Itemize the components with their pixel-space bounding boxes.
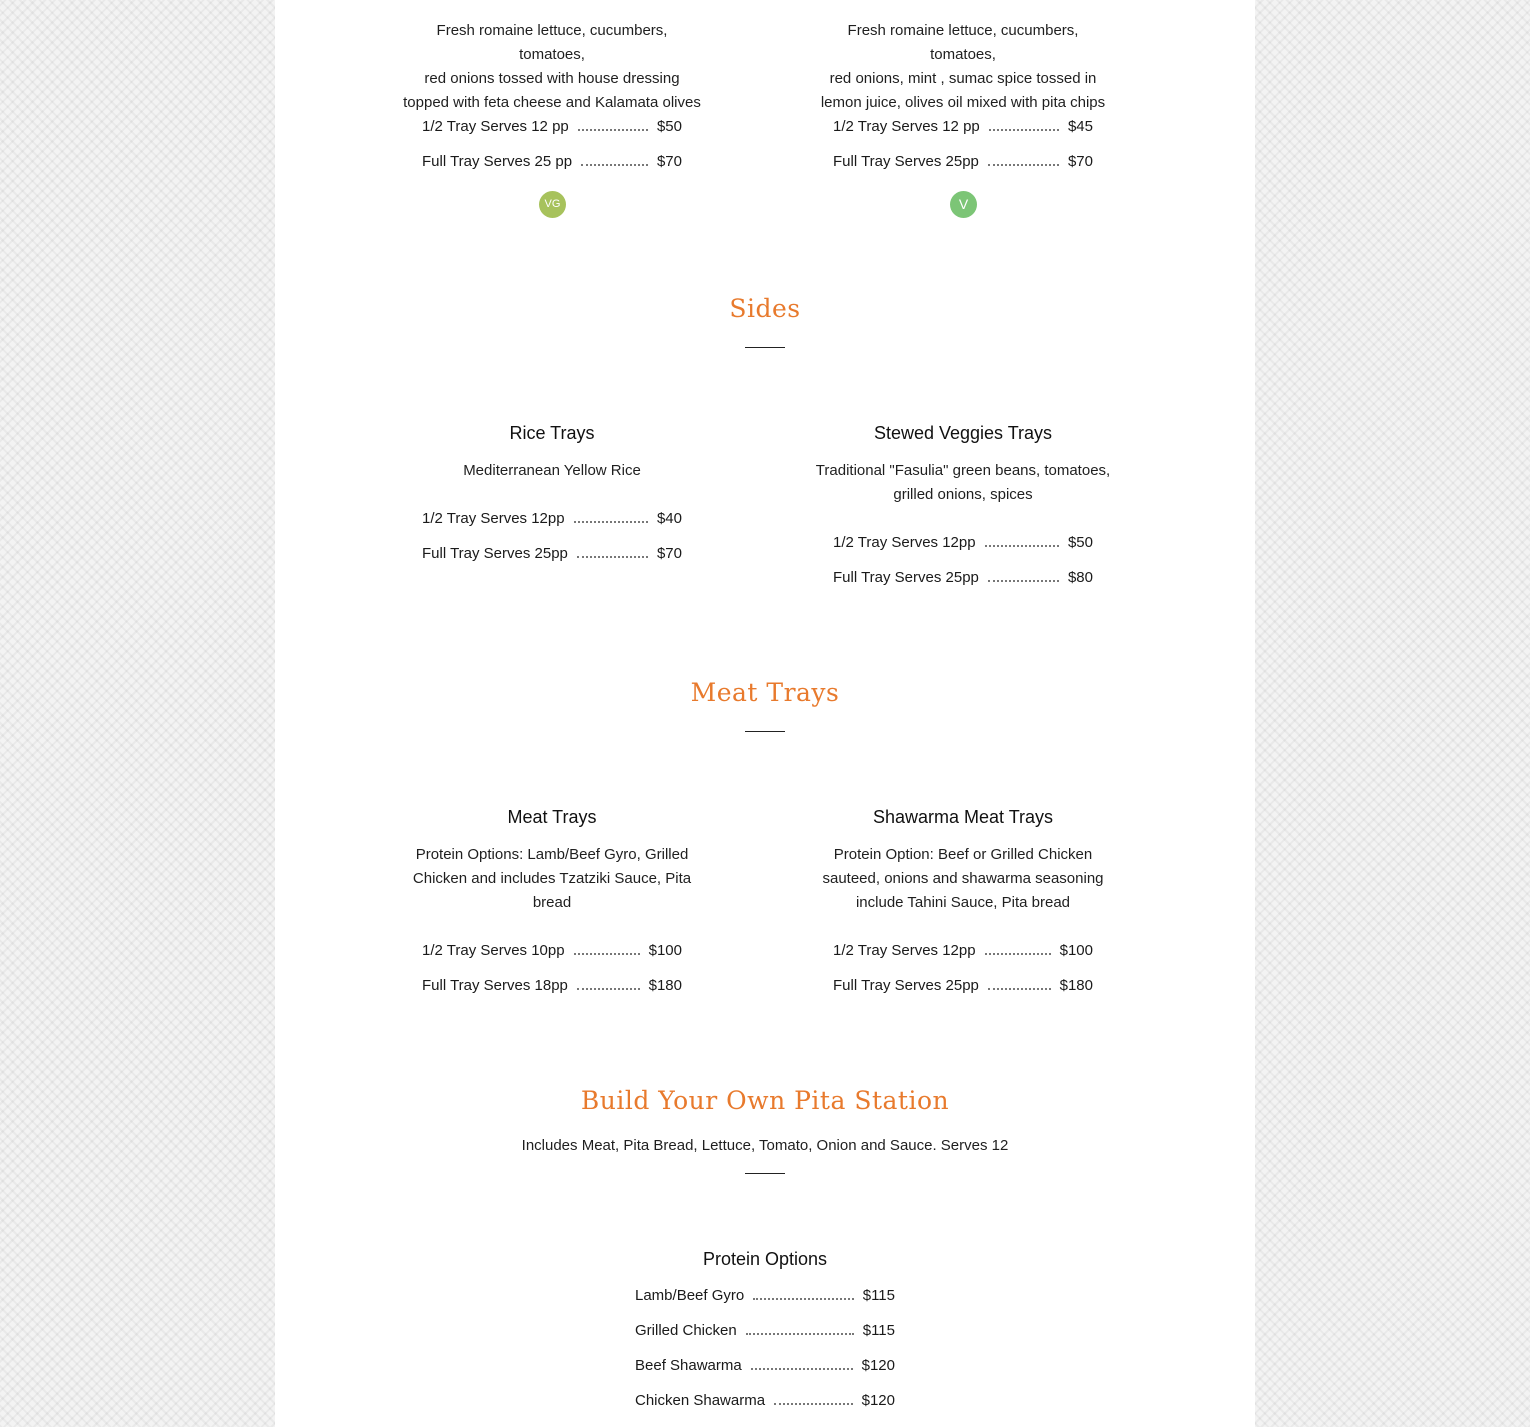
veggies-price-row <box>833 533 1093 553</box>
tray-price: $40 <box>656 510 682 527</box>
rice-price-row <box>422 544 682 564</box>
protein-price-row <box>635 1286 895 1306</box>
dot-leader <box>985 941 1051 955</box>
meat-price-row <box>422 941 682 961</box>
rice-price-row <box>422 509 682 529</box>
protein-price-row <box>635 1356 895 1376</box>
salad-right-price-row <box>833 152 1093 172</box>
salad-right-description: Fresh romaine lettuce, cucumbers, tomatoes, red onions, mint , sumac spice tossed in lemon juice, olives oil mixed with pita chips <box>820 22 1106 111</box>
tray-size-label: 1/2 Tray Serves 10pp <box>422 942 565 959</box>
tray-price: $70 <box>656 545 682 562</box>
tray-price: $180 <box>648 977 682 994</box>
tray-price: $100 <box>648 942 682 959</box>
dot-leader <box>577 976 640 990</box>
salad-right-price-row <box>833 117 1093 137</box>
item-title-rice-trays: Rice Trays <box>509 423 595 443</box>
tray-price: $100 <box>1059 942 1093 959</box>
protein-label: Chicken Shawarma <box>635 1392 766 1409</box>
meat-price-row <box>422 976 682 996</box>
item-description: Protein Option: Beef or Grilled Chicken sauteed, onions and shawarma seasoning include Tahini Sauce, Pita bread <box>822 846 1104 911</box>
section-divider <box>745 731 785 732</box>
dot-leader <box>988 568 1059 582</box>
tray-size-label: 1/2 Tray Serves 12 pp <box>422 118 569 135</box>
item-title-meat-trays: Meat Trays <box>507 807 597 827</box>
item-title-shawarma-meat-trays: Shawarma Meat Trays <box>872 807 1054 827</box>
dot-leader <box>578 117 648 131</box>
item-description: Mediterranean Yellow Rice <box>463 462 641 479</box>
section-title-meat-trays: Meat Trays <box>690 678 840 707</box>
shawarma-price-row <box>833 976 1093 996</box>
dot-leader <box>746 1321 854 1335</box>
dot-leader <box>988 976 1051 990</box>
section-divider <box>745 347 785 348</box>
tray-size-label: Full Tray Serves 25pp <box>833 569 979 586</box>
item-description: Protein Options: Lamb/Beef Gyro, Grilled Chicken and includes Tzatziki Sauce, Pita bread <box>412 846 692 911</box>
protein-label: Beef Shawarma <box>635 1357 742 1374</box>
section-title-sides: Sides <box>729 294 801 323</box>
dot-leader <box>753 1286 854 1300</box>
tray-size-label: Full Tray Serves 18pp <box>422 977 568 994</box>
dot-leader <box>581 152 648 166</box>
protein-price: $115 <box>862 1287 895 1304</box>
tray-price: $70 <box>656 153 682 170</box>
tray-price: $80 <box>1067 569 1093 586</box>
dot-leader <box>985 533 1059 547</box>
salad-left-price-row <box>422 117 682 137</box>
item-description: Traditional "Fasulia" green beans, tomatoes, grilled onions, spices <box>815 462 1111 503</box>
menu-panel <box>275 0 1255 1427</box>
tray-size-label: Full Tray Serves 25pp <box>833 153 979 170</box>
tray-size-label: Full Tray Serves 25pp <box>833 977 979 994</box>
tray-price: $50 <box>656 118 682 135</box>
tray-size-label: 1/2 Tray Serves 12pp <box>833 942 976 959</box>
salad-left-description: Fresh romaine lettuce, cucumbers, tomatoes, red onions tossed with house dressing topped with feta cheese and Kalamata olives <box>403 22 701 111</box>
dot-leader <box>577 544 648 558</box>
protein-price: $120 <box>861 1357 895 1374</box>
protein-price: $120 <box>861 1392 895 1409</box>
tray-size-label: Full Tray Serves 25 pp <box>422 153 573 170</box>
section-title-pita-station: Build Your Own Pita Station <box>580 1086 950 1115</box>
tray-size-label: 1/2 Tray Serves 12pp <box>422 510 565 527</box>
tray-price: $180 <box>1059 977 1093 994</box>
veggies-price-row <box>833 568 1093 588</box>
dot-leader <box>574 509 648 523</box>
pita-station-subtitle: Includes Meat, Pita Bread, Lettuce, Tomato, Onion and Sauce. Serves 12 <box>521 1137 1009 1154</box>
section-divider <box>745 1173 785 1174</box>
tray-price: $70 <box>1067 153 1093 170</box>
protein-price-row <box>635 1391 895 1411</box>
tray-price: $50 <box>1067 534 1093 551</box>
item-title-stewed-veggies: Stewed Veggies Trays <box>873 423 1053 443</box>
protein-options-title: Protein Options <box>702 1249 828 1269</box>
dot-leader <box>988 152 1059 166</box>
dot-leader <box>751 1356 853 1370</box>
tray-size-label: Full Tray Serves 25pp <box>422 545 568 562</box>
tray-size-label: 1/2 Tray Serves 12 pp <box>833 118 980 135</box>
vegan-badge-icon: VG <box>539 191 566 218</box>
dot-leader <box>774 1391 853 1405</box>
shawarma-price-row <box>833 941 1093 961</box>
salad-left-title-cut <box>402 0 702 7</box>
protein-price: $115 <box>862 1322 895 1339</box>
tray-size-label: 1/2 Tray Serves 12pp <box>833 534 976 551</box>
protein-label: Grilled Chicken <box>635 1322 737 1339</box>
protein-label: Lamb/Beef Gyro <box>635 1287 745 1304</box>
dot-leader <box>574 941 640 955</box>
dot-leader <box>989 117 1059 131</box>
vegetarian-badge-icon: V <box>950 191 977 218</box>
salad-left-price-row <box>422 152 682 172</box>
tray-price: $45 <box>1067 118 1093 135</box>
protein-price-row <box>635 1321 895 1341</box>
